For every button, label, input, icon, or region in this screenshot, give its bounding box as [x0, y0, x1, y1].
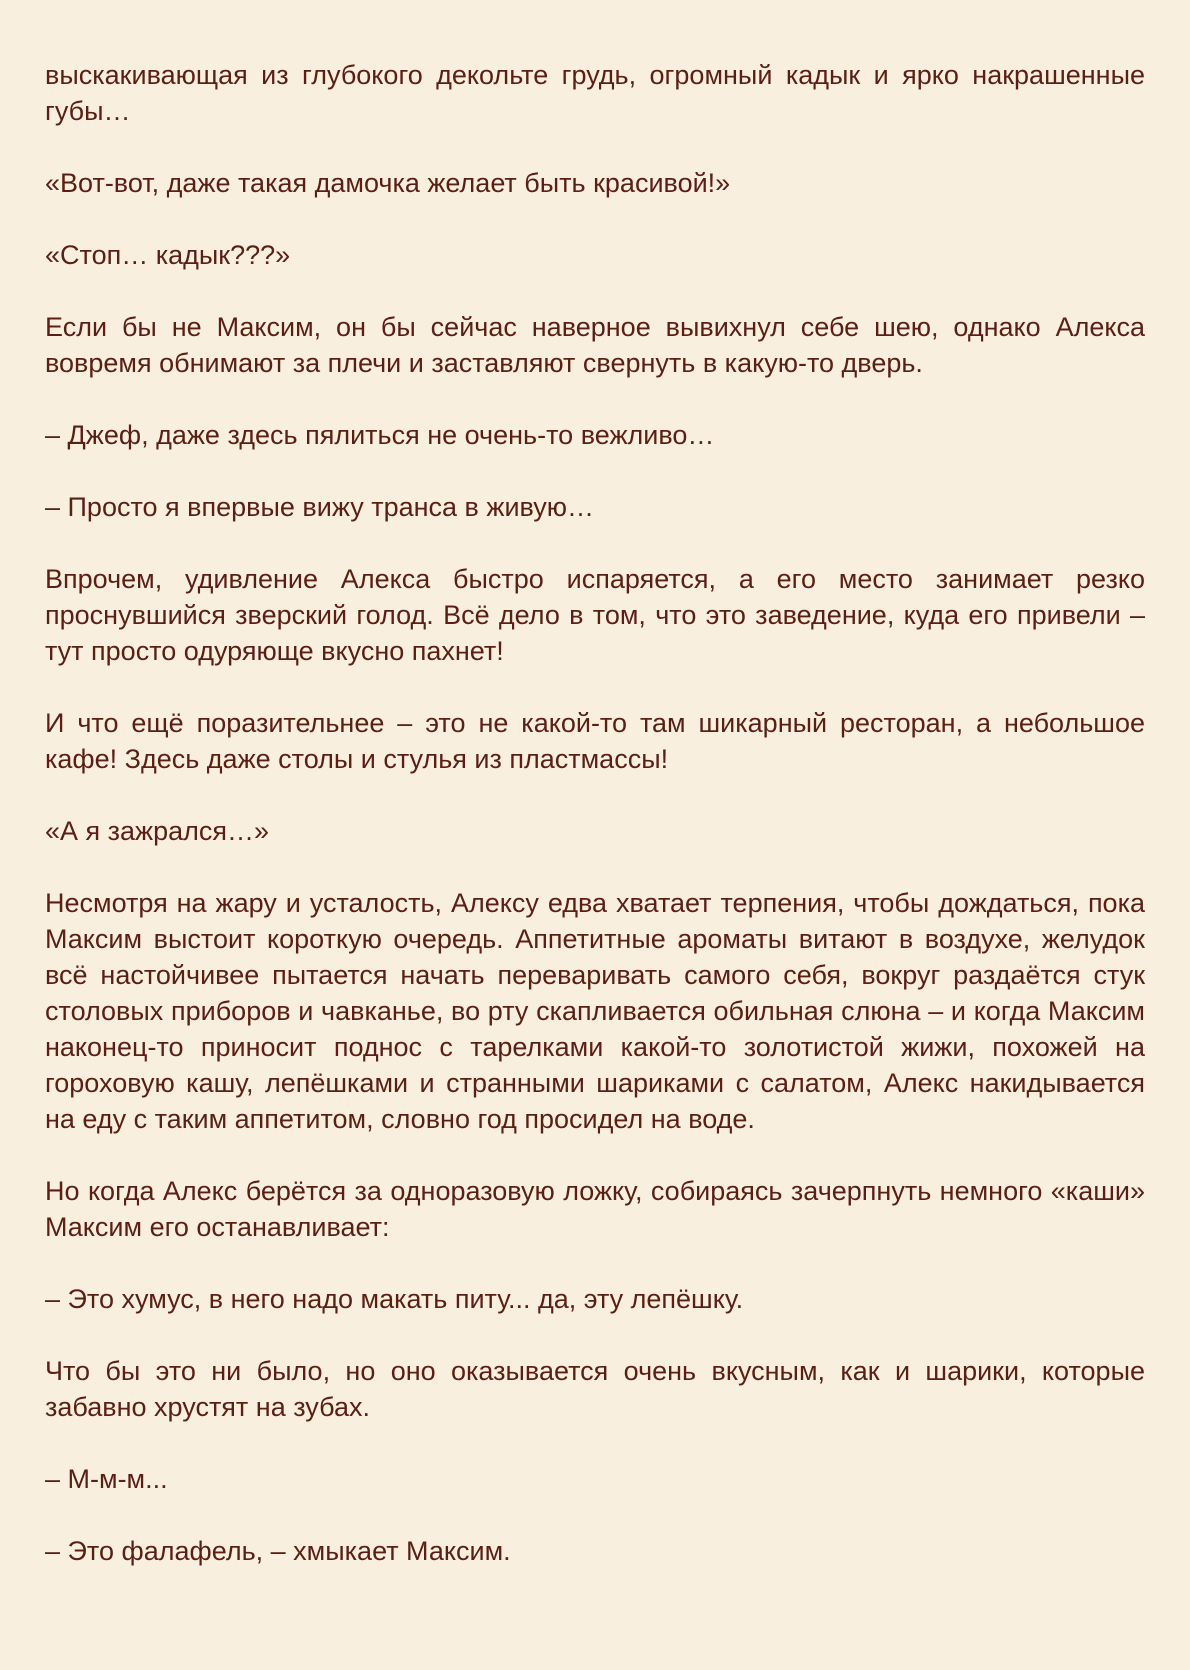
paragraph: «А я зажрался…»: [45, 816, 270, 846]
paragraph: «Вот-вот, даже такая дамочка желает быть красивой!»: [45, 168, 731, 198]
paragraph: Впрочем, удивление Алекса быстро испаряется, а его место занимает резко проснувшийся зверский голод. Всё дело в том, что это заведение, куда его привели – тут просто одуряюще вкусно пахнет!: [45, 564, 1145, 666]
book-page: [45, 57, 1145, 1569]
paragraph: – Это фалафель, – хмыкает Максим.: [45, 1536, 511, 1566]
paragraph: «Стоп… кадык???»: [45, 240, 291, 270]
paragraph: – Просто я впервые вижу транса в живую…: [45, 492, 595, 522]
paragraph: Что бы это ни было, но оно оказывается очень вкусным, как и шарики, которые забавно хрустят на зубах.: [45, 1356, 1145, 1422]
paragraph: Если бы не Максим, он бы сейчас наверное вывихнул себе шею, однако Алекса вовремя обнимают за плечи и заставляют свернуть в какую-то дверь.: [45, 312, 1145, 378]
paragraph: Но когда Алекс берётся за одноразовую ложку, собираясь зачерпнуть немного «каши» Максим его останавливает:: [45, 1176, 1145, 1242]
paragraph: – Это хумус, в него надо макать питу... да, эту лепёшку.: [45, 1284, 744, 1314]
paragraph: – М-м-м...: [45, 1464, 168, 1494]
paragraph: И что ещё поразительнее – это не какой-то там шикарный ресторан, а небольшое кафе! Здесь даже столы и стулья из пластмассы!: [45, 708, 1145, 774]
paragraph: – Джеф, даже здесь пялиться не очень-то вежливо…: [45, 420, 715, 450]
paragraph: Несмотря на жару и усталость, Алексу едва хватает терпения, чтобы дождаться, пока Максим выстоит короткую очередь. Аппетитные ароматы витают в воздухе, желудок всё настойчивее пытается начать переваривать самого себя, вокруг раздаётся стук столовых приборов и чавканье, во рту скапливается обильная слюна – и когда Максим наконец-то приносит поднос с тарелками какой-то золотистой жижи, похожей на гороховую кашу, лепёшками и странными шариками с салатом, Алекс накидывается на еду с таким аппетитом, словно год просидел на воде.: [45, 888, 1145, 1134]
paragraph: выскакивающая из глубокого декольте грудь, огромный кадык и ярко накрашенные губы…: [45, 60, 1145, 126]
